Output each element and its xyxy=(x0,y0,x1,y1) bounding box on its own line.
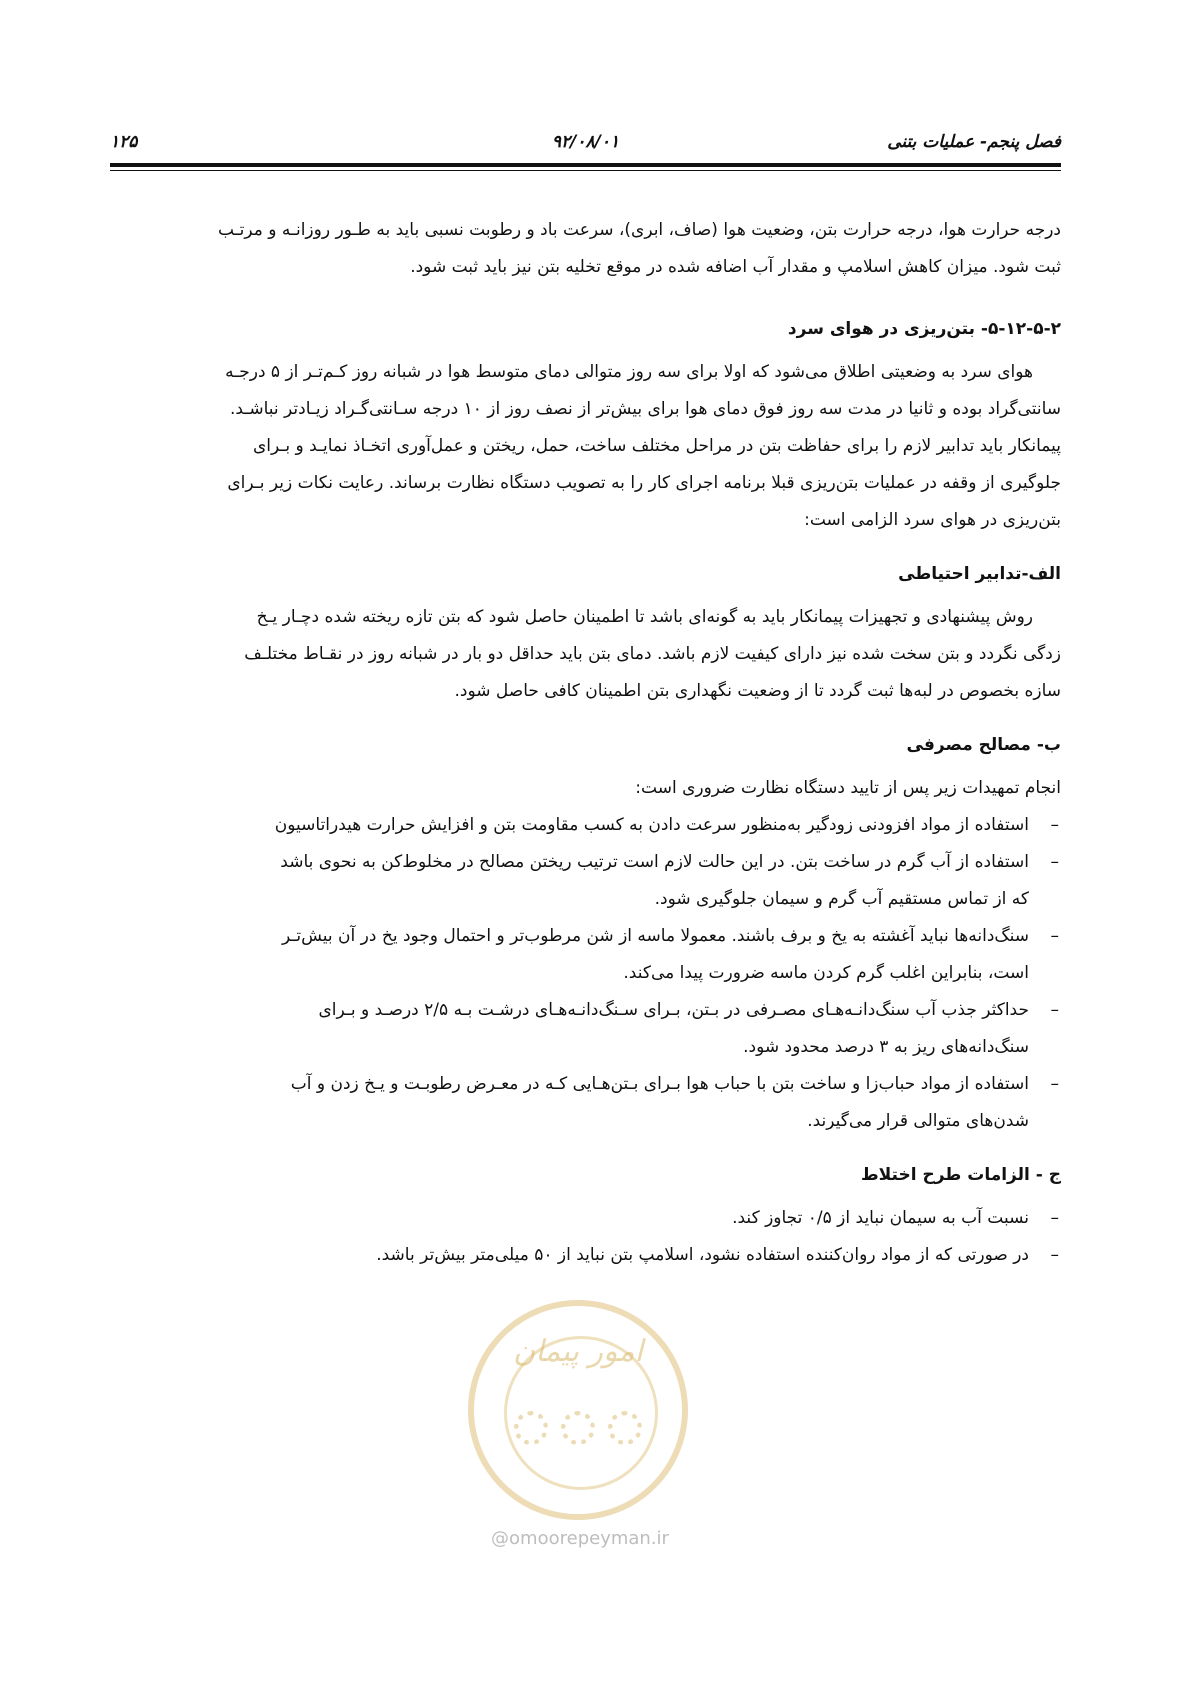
section-paragraph-line: جلوگیری از وقفه در عملیات بتن‌ریزی قبلا برنامه اجرای کار را به تصویب دستگاه نظارت برساند. رعایت نکات زیر بـرای xyxy=(227,473,1061,493)
list-item-line: استفاده از مواد حباب‌زا و ساخت بتن با حباب هوا بـرای بـتن‌هـایی کـه در معـرض رطوبـت و یـخ زدن و آب xyxy=(290,1074,1029,1094)
dash-bullet: – xyxy=(1050,1245,1059,1265)
page-body xyxy=(110,212,1061,1274)
watermark-seal-icon xyxy=(468,1300,688,1520)
intro-paragraph-line: ثبت شود. میزان کاهش اسلامپ و مقدار آب اضافه شده در موقع تخلیه بتن نیز باید ثبت شود. xyxy=(410,257,1061,277)
gear-icon xyxy=(608,1411,642,1445)
list-item-line: در صورتی که از مواد روان‌کننده استفاده نشود، اسلامپ بتن نباید از ۵۰ میلی‌متر بیش‌تر باشد. xyxy=(376,1245,1029,1265)
section-paragraph-line: بتن‌ریزی در هوای سرد الزامی است: xyxy=(804,510,1061,530)
part-c-heading: ج - الزامات طرح اختلاط xyxy=(860,1165,1061,1185)
watermark-inner-ring xyxy=(504,1336,658,1490)
list-item-line: استفاده از آب گرم در ساخت بتن. در این حالت لازم است ترتیب ریختن مصالح در مخلوط‌کن به نحوی باشد xyxy=(280,852,1029,872)
header-rule-thick xyxy=(110,163,1061,167)
list-item-line: که از تماس مستقیم آب گرم و سیمان جلوگیری شود. xyxy=(654,889,1029,909)
part-a-line: زدگی نگردد و بتن سخت شده نیز دارای کیفیت لازم باشد. دمای بتن باید حداقل دو بار در شبانه روز در نقـاط مختلـف xyxy=(244,644,1061,664)
part-b-heading: ب- مصالح مصرفی xyxy=(906,735,1061,755)
section-heading: ۵-۱۲-۵-۲- بتن‌ریزی در هوای سرد xyxy=(787,319,1061,339)
section-paragraph-line: سانتی‌گراد بوده و ثانیا در مدت سه روز فوق دمای هوا برای بیش‌تر از نصف روز از ۱۰ درجه سـانتی‌گـراد زیـادتر نباشـد. xyxy=(230,399,1061,419)
dash-bullet: – xyxy=(1050,1208,1059,1228)
gear-icon xyxy=(561,1411,595,1445)
list-item xyxy=(110,1237,1061,1274)
chapter-title: فصل پنجم- عملیات بتنی xyxy=(887,132,1061,152)
part-c-list xyxy=(110,1200,1061,1274)
watermark-url: @omoorepeyman.ir xyxy=(491,1528,669,1549)
list-item xyxy=(110,1200,1061,1237)
list-item xyxy=(110,844,1061,918)
page-number: ۱۲۵ xyxy=(110,132,138,152)
list-item-line: حداکثر جذب آب سنگ‌دانـه‌هـای مصـرفی در بـتن، بـرای سـنگ‌دانـه‌هـای درشـت بـه ۲/۵ درصـد و بـرای xyxy=(318,1000,1029,1020)
dash-bullet: – xyxy=(1050,815,1059,835)
list-item xyxy=(110,918,1061,992)
header-rule-thin xyxy=(110,170,1061,171)
dash-bullet: – xyxy=(1050,1000,1059,1020)
part-b-list xyxy=(110,807,1061,1140)
dash-bullet: – xyxy=(1050,852,1059,872)
intro-paragraph-line: درجه حرارت هوا، درجه حرارت بتن، وضعیت هوا (صاف، ابری)، سرعت باد و رطوبت نسبی باید به طـور روزانـه و مرتـب xyxy=(217,220,1061,240)
list-item xyxy=(110,992,1061,1066)
list-item-line: است، بنابراین اغلب گرم کردن ماسه ضرورت پیدا می‌کند. xyxy=(623,963,1029,983)
gear-icon xyxy=(514,1411,548,1445)
list-item-line: سنگ‌دانه‌های ریز به ۳ درصد محدود شود. xyxy=(743,1037,1029,1057)
section-paragraph-line: هوای سرد به وضعیتی اطلاق می‌شود که اولا برای سه روز متوالی دمای متوسط هوا در شبانه روز کـم‌تـر از ۵ درجـه xyxy=(225,362,1033,382)
list-item-line: شدن‌های متوالی قرار می‌گیرند. xyxy=(807,1111,1029,1131)
page-header xyxy=(110,128,1061,154)
part-a-line: روش پیشنهادی و تجهیزات پیمانکار باید به گونه‌ای باشد تا اطمینان حاصل شود که بتن تازه ریخته شده دچـار یـخ xyxy=(256,607,1033,627)
part-a-line: سازه بخصوص در لبه‌ها ثبت گردد تا از وضعیت نگهداری بتن اطمینان کافی حاصل شود. xyxy=(454,681,1061,701)
watermark-gears xyxy=(514,1411,642,1451)
dash-bullet: – xyxy=(1050,926,1059,946)
list-item-line: نسبت آب به سیمان نباید از ۰/۵ تجاوز کند. xyxy=(732,1208,1029,1228)
section-paragraph-line: پیمانکار باید تدابیر لازم را برای حفاظت بتن در مراحل مختلف ساخت، حمل، ریختن و عمل‌آوری اتخـاذ نمایـد و بـرای xyxy=(252,436,1061,456)
list-item xyxy=(110,1066,1061,1140)
part-b-intro: انجام تمهیدات زیر پس از تایید دستگاه نظارت ضروری است: xyxy=(635,778,1061,798)
list-item-line: استفاده از مواد افزودنی زودگیر به‌منظور سرعت دادن به کسب مقاومت بتن و افزایش حرارت هیدراتاسیون xyxy=(274,815,1029,835)
dash-bullet: – xyxy=(1050,1074,1059,1094)
watermark-logo-text: امور پیمان xyxy=(513,1334,643,1369)
header-date: ۹۲/۰۸/۰۱ xyxy=(551,132,620,152)
part-a-heading: الف-تدابیر احتیاطی xyxy=(898,564,1061,584)
list-item-line: سنگ‌دانه‌ها نباید آغشته به یخ و برف باشند. معمولا ماسه از شن مرطوب‌تر و احتمال وجود یخ در آن بیش‌تـر xyxy=(282,926,1029,946)
list-item xyxy=(110,807,1061,844)
